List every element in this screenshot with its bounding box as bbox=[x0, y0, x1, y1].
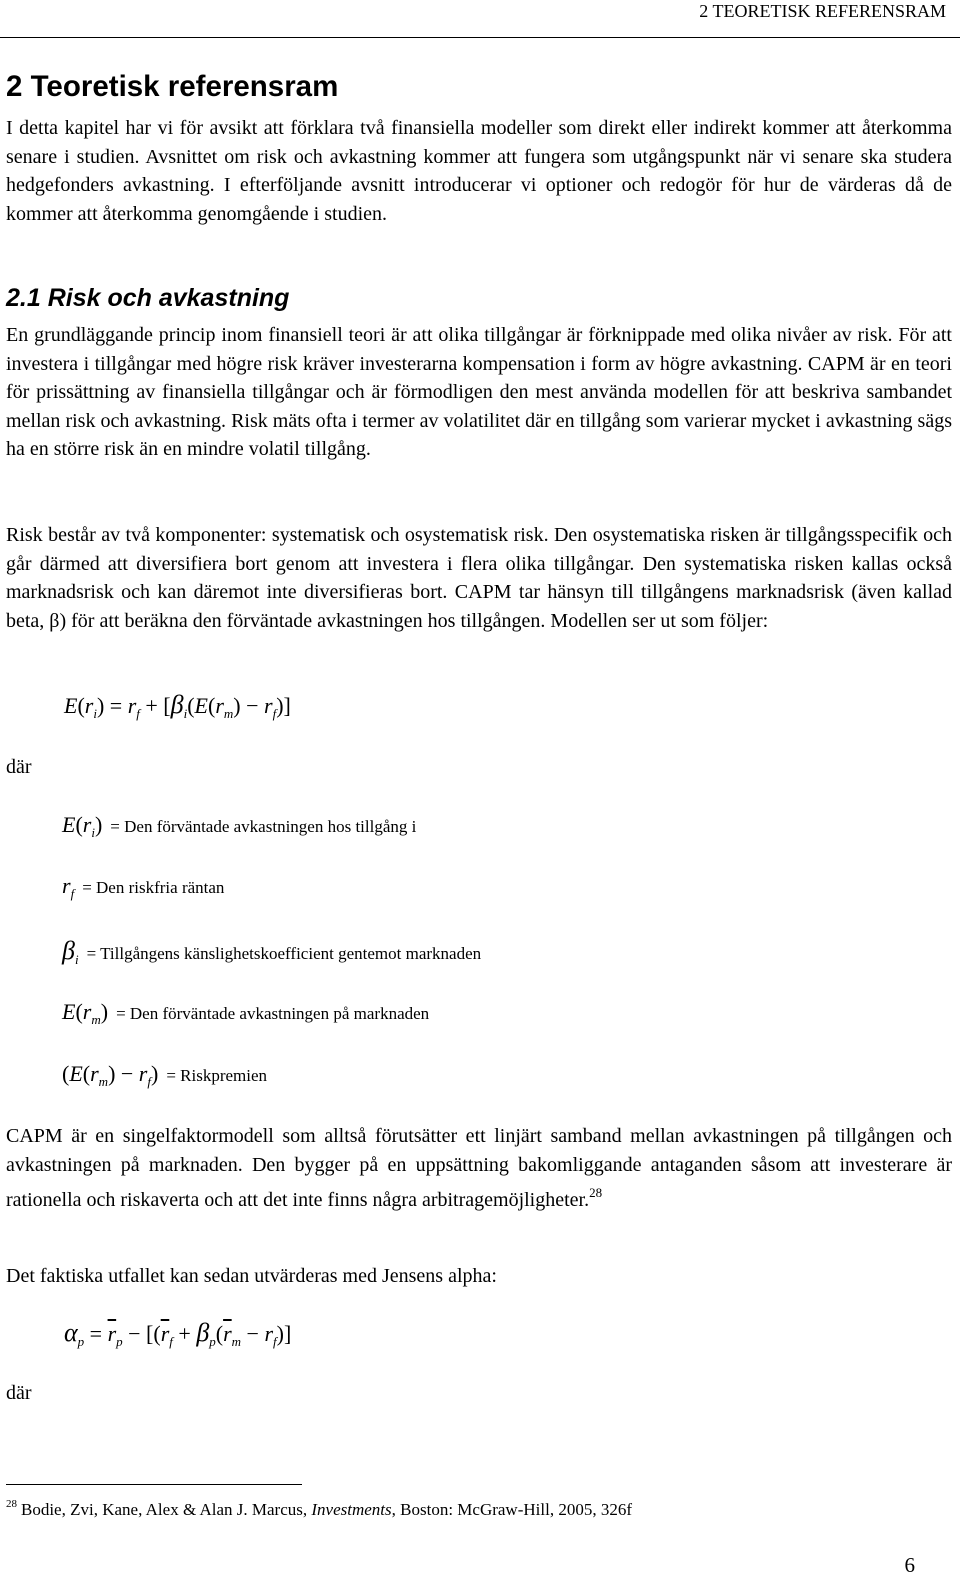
footnote-pre: Bodie, Zvi, Kane, Alex & Alan J. Marcus, bbox=[21, 1500, 312, 1519]
paragraph-capm bbox=[6, 1122, 952, 1215]
definition-text: = Den förväntade avkastningen hos tillgång i bbox=[110, 817, 417, 836]
paragraph-risk-intro: En grundläggande princip inom finansiell teori är att olika tillgångar är förknippade med olika nivåer av risk. För att investera i tillgångar med högre risk kräver investerarna kompensation i form av högre avkastning. CAPM är en teori för prissättning av finansiella tillgångar och är förmodligen den mest använda modellen för att beskriva sambandet mellan risk och avkastning. Risk mäts ofta i termer av volatilitet där en tillgång som varierar mycket i avkastning sägs ha en större risk än en mindre volatil tillgång. bbox=[6, 324, 952, 460]
dar-label: där bbox=[6, 756, 32, 778]
header-rule bbox=[0, 37, 960, 38]
paragraph-risk-components: Risk består av två komponenter: systematisk och osystematisk risk. Den osystematiska risken är tillgångsspecifik och går därmed att diversifiera bort genom att investera i flera olika tillgångar. Den systematiska risken kallas också marknadsrisk och kan däremot inte diversifieras bort. CAPM tar hänsyn till tillgångens marknadsrisk (även kallad beta, β) för att beräkna den förväntade avkastningen hos tillgången. Modellen ser ut som följer: bbox=[6, 524, 952, 632]
footnote-post: , Boston: McGraw-Hill, 2005, 326f bbox=[391, 1500, 632, 1519]
footnote-reference: 28 bbox=[589, 1185, 603, 1200]
definition-risk-premium: $(E(r_m) - r_f)$ = Riskpremien bbox=[62, 1061, 268, 1089]
definition-expected-return: $E(r_i)$ = Den förväntade avkastningen hos tillgång i bbox=[62, 812, 417, 840]
footnote-number: 28 bbox=[6, 1498, 17, 1510]
capm-formula: $E(r_i) = r_f + [\beta_i(E(r_m) - r_f)]$ bbox=[64, 690, 291, 721]
definition-beta: $\beta_i$ = Tillgångens känslighetskoefficient gentemot marknaden bbox=[62, 936, 482, 967]
dar-label-2: där bbox=[6, 1382, 32, 1404]
footnote bbox=[6, 1498, 632, 1520]
paragraph-jensen: Det faktiska utfallet kan sedan utvärderas med Jensens alpha: bbox=[6, 1265, 497, 1287]
definition-text: = Den förväntade avkastningen på marknaden bbox=[116, 1004, 430, 1023]
definition-text: = Riskpremien bbox=[166, 1066, 268, 1085]
paragraph-capm-text: CAPM är en singelfaktormodell som alltså förutsätter ett linjärt samband mellan avkastningen på tillgången och avkastningen på marknaden. Den bygger på en uppsättning bakomliggande antaganden såsom att investerare är rationella och riskaverta och att det inte finns några arbitragemöjligheter. bbox=[6, 1125, 952, 1211]
page-number: 6 bbox=[904, 1553, 915, 1577]
definition-market-return: $E(r_m)$ = Den förväntade avkastningen på marknaden bbox=[62, 999, 430, 1027]
definition-text: = Tillgångens känslighetskoefficient gentemot marknaden bbox=[86, 944, 482, 963]
definition-text: = Den riskfria räntan bbox=[82, 878, 225, 897]
running-head: 2 TEORETISK REFERENSRAM bbox=[699, 1, 946, 21]
footnote-title: Investments bbox=[311, 1500, 392, 1519]
section-title: 2.1 Risk och avkastning bbox=[6, 284, 290, 312]
definition-riskfree: $r_f$ = Den riskfria räntan bbox=[62, 873, 225, 901]
jensen-alpha-formula: $\alpha_p = \overline{r}_p - [(\overline{r}_f + \beta_p(\overline{r}_m - r_f)]$ bbox=[64, 1318, 292, 1349]
footnote-rule bbox=[6, 1484, 302, 1485]
intro-paragraph: I detta kapitel har vi för avsikt att förklara två finansiella modeller som direkt eller indirekt kommer att återkomma senare i studien. Avsnittet om risk och avkastning kommer att fungera som utgångspunkt när vi senare ska studera hedgefonders avkastning. I efterföljande avsnitt introducerar vi optioner och redogör för hur de värderas då de kommer att återkomma genomgående i studien. bbox=[6, 117, 952, 225]
chapter-title: 2 Teoretisk referensram bbox=[6, 70, 339, 103]
